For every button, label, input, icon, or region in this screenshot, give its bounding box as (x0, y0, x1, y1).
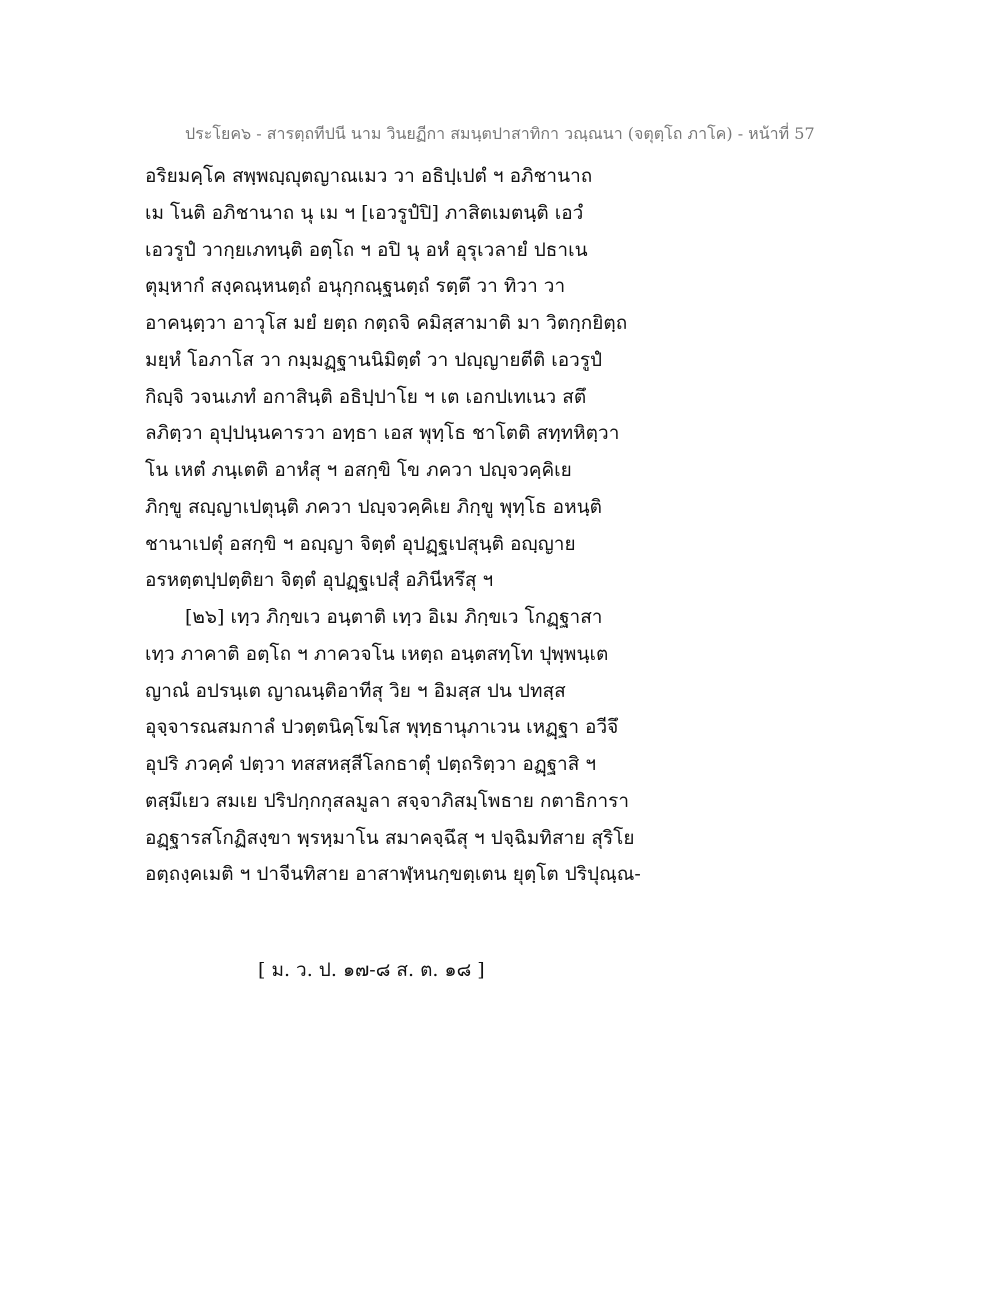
text-line: ลภิตฺวา อุปฺปนฺนคารวา อทฺธา เอส พุทฺโธ ชาโตติ สทฺทหิตฺวา (145, 422, 620, 445)
text-line: อตฺถงฺคเมติ ฯ ปาจีนทิสาย อาสาฬฺหนกฺขตฺเตน ยุตฺโต ปริปุณฺณ- (145, 863, 641, 886)
text-line: ชานาเปตุํ อสกฺขิ ฯ อญฺญา จิตฺตํ อุปฏฺฐเปสุนฺติ อญฺญาย (145, 532, 576, 555)
text-line: เอวรูปํ วากฺยเภทนฺติ อตฺโถ ฯ อปิ นุ อหํ อุรุเวลายํ ปธาเน (145, 238, 588, 261)
text-line: อุปริ ภวคฺคํ ปตฺวา ทสสหสฺสีโลกธาตุํ ปตฺถริตฺวา อฏฺฐาสิ ฯ (145, 753, 597, 775)
running-header: ประโยค๖ - สารตฺถทีปนี นาม วินยฏีกา สมนฺตปาสาทิกา วณฺณนา (จตุตฺโถ ภาโค) - หน้าที่ 57 (185, 124, 815, 143)
text-line: [๒๖] เทฺว ภิกฺขเว อนฺตาติ เทฺว อิเม ภิกฺขเว โกฏฺฐาสา (185, 606, 603, 628)
text-line: ภิกฺขู สญฺญาเปตุนฺติ ภควา ปญฺจวคฺคิเย ภิกฺขู พุทฺโธ อหนฺติ (145, 495, 602, 518)
text-line: ญาณํ อปรนฺเต ญาณนฺติอาทีสุ วิย ฯ อิมสฺส ปน ปทสฺส (145, 679, 566, 702)
text-line: อุจฺจารณสมกาลํ ปวตฺตนิคฺโฆโส พุทฺธานุภาเวน เหฏฺฐา อวีจึ (145, 716, 619, 739)
text-line: เทฺว ภาคาติ อตฺโถ ฯ ภาควจโน เหตฺถ อนฺตสทฺโท ปุพฺพนฺเต (145, 642, 609, 665)
text-line: ตุมฺหากํ สงฺคณฺหนตฺถํ อนุกฺกณฺฐนตฺถํ รตฺตึ วา ทิวา วา (145, 275, 566, 298)
text-line: อริยมคฺโค สพฺพญฺญุตญาณเมว วา อธิปฺเปตํ ฯ อภิชานาถ (145, 165, 593, 187)
body-text (145, 158, 845, 893)
text-line: กิญฺจิ วจนเภทํ อกาสินฺติ อธิปฺปาโย ฯ เต เอกปเทเนว สตึ (145, 385, 587, 408)
text-line: มยฺหํ โอภาโส วา กมฺมฏฺฐานนิมิตฺตํ วา ปญฺญายตีติ เอวรูปํ (145, 348, 603, 371)
text-line: อฏฺฐารสโกฏิสงฺขา พฺรหฺมาโน สมาคจฺฉึสุ ฯ ปจฺฉิมทิสาย สุริโย (145, 826, 635, 849)
paragraph-2 (145, 599, 845, 893)
text-line: ตสฺมึเยว สมเย ปริปกฺกกุสลมูลา สจฺจาภิสมฺโพธาย กตาธิการา (145, 789, 630, 812)
text-line: เม โนติ อภิชานาถ นุ เม ฯ [เอวรูปํปิ] ภาสิตเมตนฺติ เอวํ (145, 201, 584, 224)
paragraph-1 (145, 158, 845, 599)
text-line: อรหตฺตปฺปตฺติยา จิตฺตํ อุปฏฺฐเปสุํ อภินีหรึสุ ฯ (145, 569, 494, 592)
text-line: อาคนฺตฺวา อาวุโส มยํ ยตฺถ กตฺถจิ คมิสฺสามาติ มา วิตกฺกยิตฺถ (145, 312, 628, 334)
text-line: โน เหตํ ภนฺเตติ อาหํสุ ฯ อสกฺขิ โข ภควา ปญฺจวคฺคิเย (145, 459, 572, 481)
footnote-reference: [ ม. ว. ป. ๑๗-๘ ส. ต. ๑๘ ] (258, 959, 485, 981)
